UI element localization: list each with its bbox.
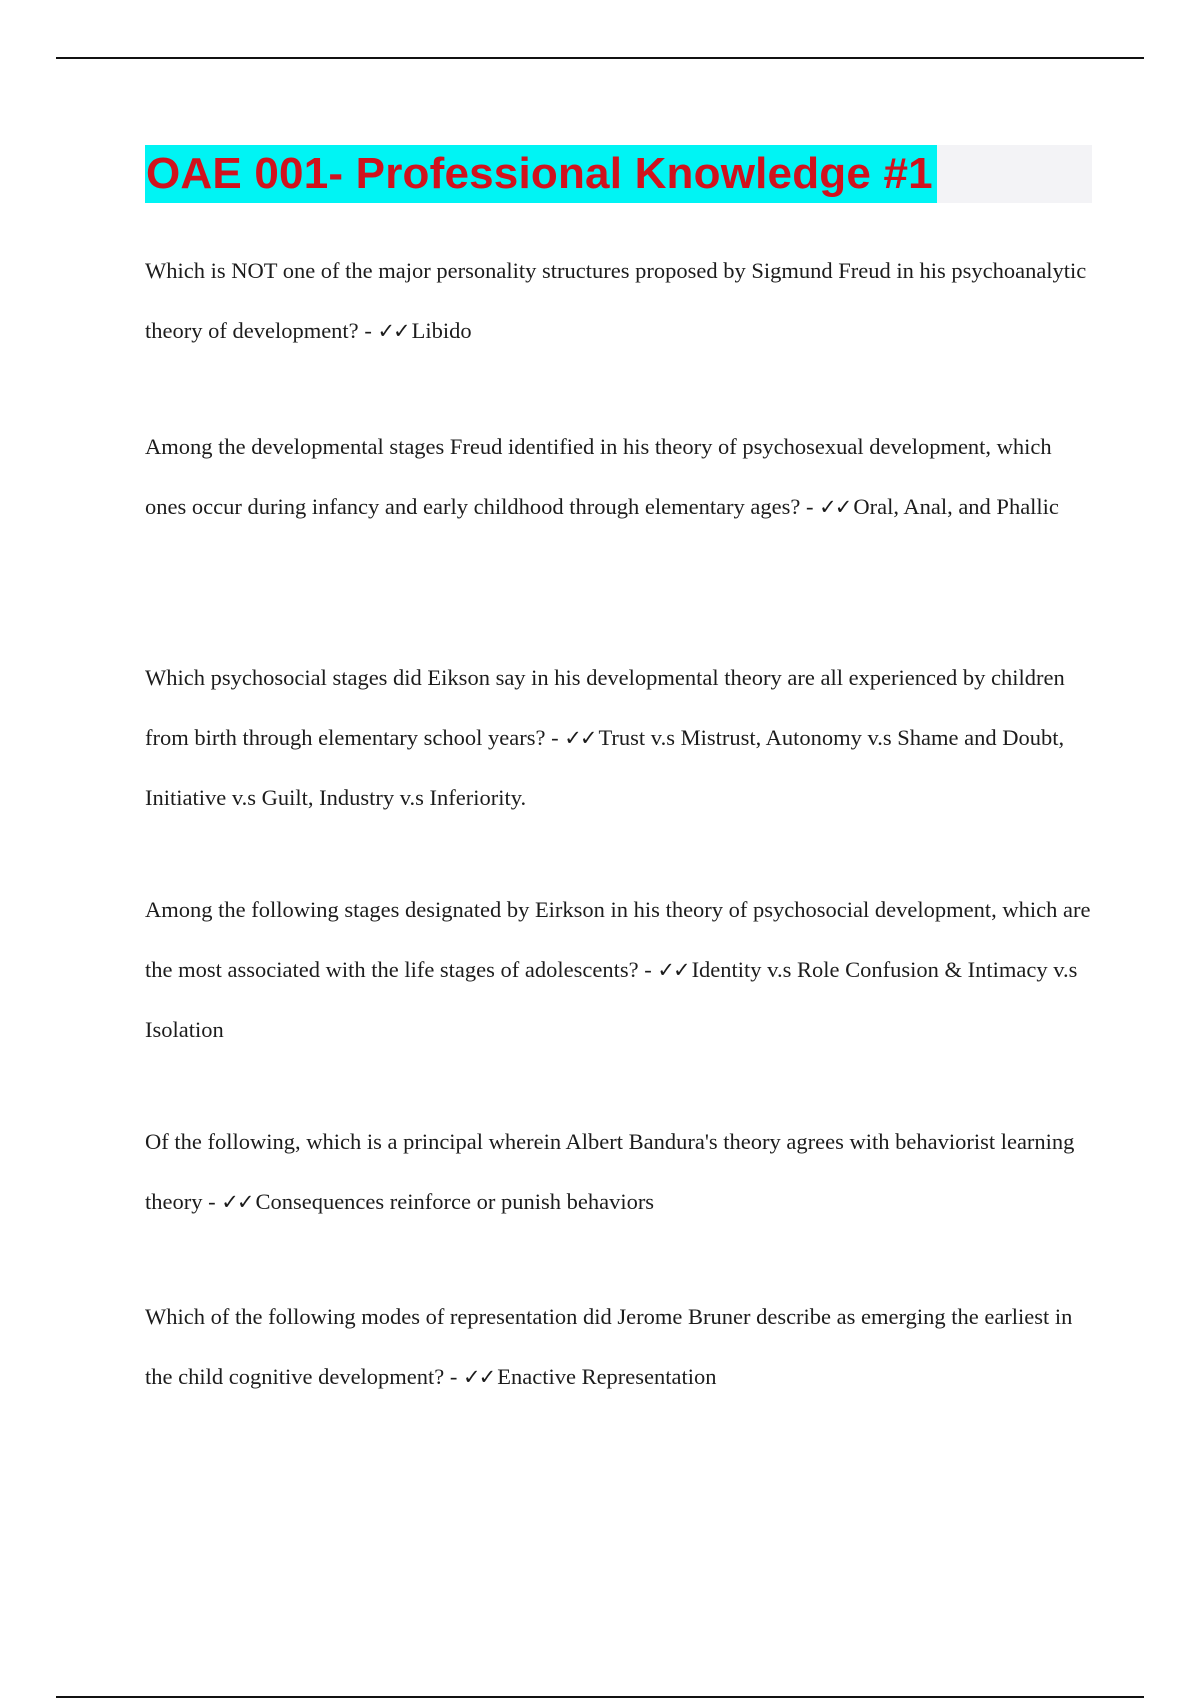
- qa-item: [145, 241, 1095, 361]
- qa-item: [145, 648, 1095, 828]
- separator: -: [444, 1364, 464, 1389]
- double-check-icon: ✓✓: [564, 726, 596, 750]
- double-check-icon: ✓✓: [377, 319, 409, 343]
- double-check-icon: ✓✓: [221, 1190, 253, 1214]
- separator: -: [800, 494, 820, 519]
- qa-item: [145, 1112, 1095, 1232]
- separator: -: [202, 1189, 222, 1214]
- answer-text: Trust v.s Mistrust, Autonomy v.s Shame and Doubt, Initiative v.s Guilt, Industry v.s Inferiority.: [145, 725, 1065, 810]
- qa-item: [145, 417, 1095, 537]
- question-text: Which of the following modes of representation did Jerome Bruner describe as emerging the earliest in the child cognitive development?: [145, 1304, 1073, 1389]
- answer-text: Oral, Anal, and Phallic: [853, 494, 1059, 519]
- question-text: Among the developmental stages Freud identified in his theory of psychosexual development, which ones occur during infancy and early childhood through elementary ages?: [145, 434, 1052, 519]
- top-rule: [56, 57, 1144, 59]
- separator: -: [545, 725, 565, 750]
- answer-text: Consequences reinforce or punish behaviors: [255, 1189, 655, 1214]
- separator: -: [638, 957, 658, 982]
- double-check-icon: ✓✓: [463, 1365, 495, 1389]
- question-text: Which is NOT one of the major personality structures proposed by Sigmund Freud in his psychoanalytic theory of development?: [145, 258, 1087, 343]
- question-text: Among the following stages designated by Eirkson in his theory of psychosocial development, which are the most associated with the life stages of adolescents?: [145, 897, 1091, 982]
- answer-text: Identity v.s Role Confusion & Intimacy v.s Isolation: [145, 957, 1078, 1042]
- double-check-icon: ✓✓: [819, 495, 851, 519]
- document-title: OAE 001- Professional Knowledge #1: [146, 149, 933, 198]
- qa-item: [145, 1287, 1095, 1407]
- bottom-rule: [56, 1696, 1144, 1698]
- answer-text: Libido: [411, 318, 472, 343]
- title-highlight: [145, 145, 937, 203]
- question-text: Of the following, which is a principal wherein Albert Bandura's theory agrees with behaviorist learning theory: [145, 1129, 1075, 1214]
- separator: -: [358, 318, 378, 343]
- double-check-icon: ✓✓: [657, 958, 689, 982]
- qa-item: [145, 880, 1095, 1060]
- question-text: Which psychosocial stages did Eikson say in his developmental theory are all experienced by children from birth through elementary school years?: [145, 665, 1065, 750]
- answer-text: Enactive Representation: [497, 1364, 717, 1389]
